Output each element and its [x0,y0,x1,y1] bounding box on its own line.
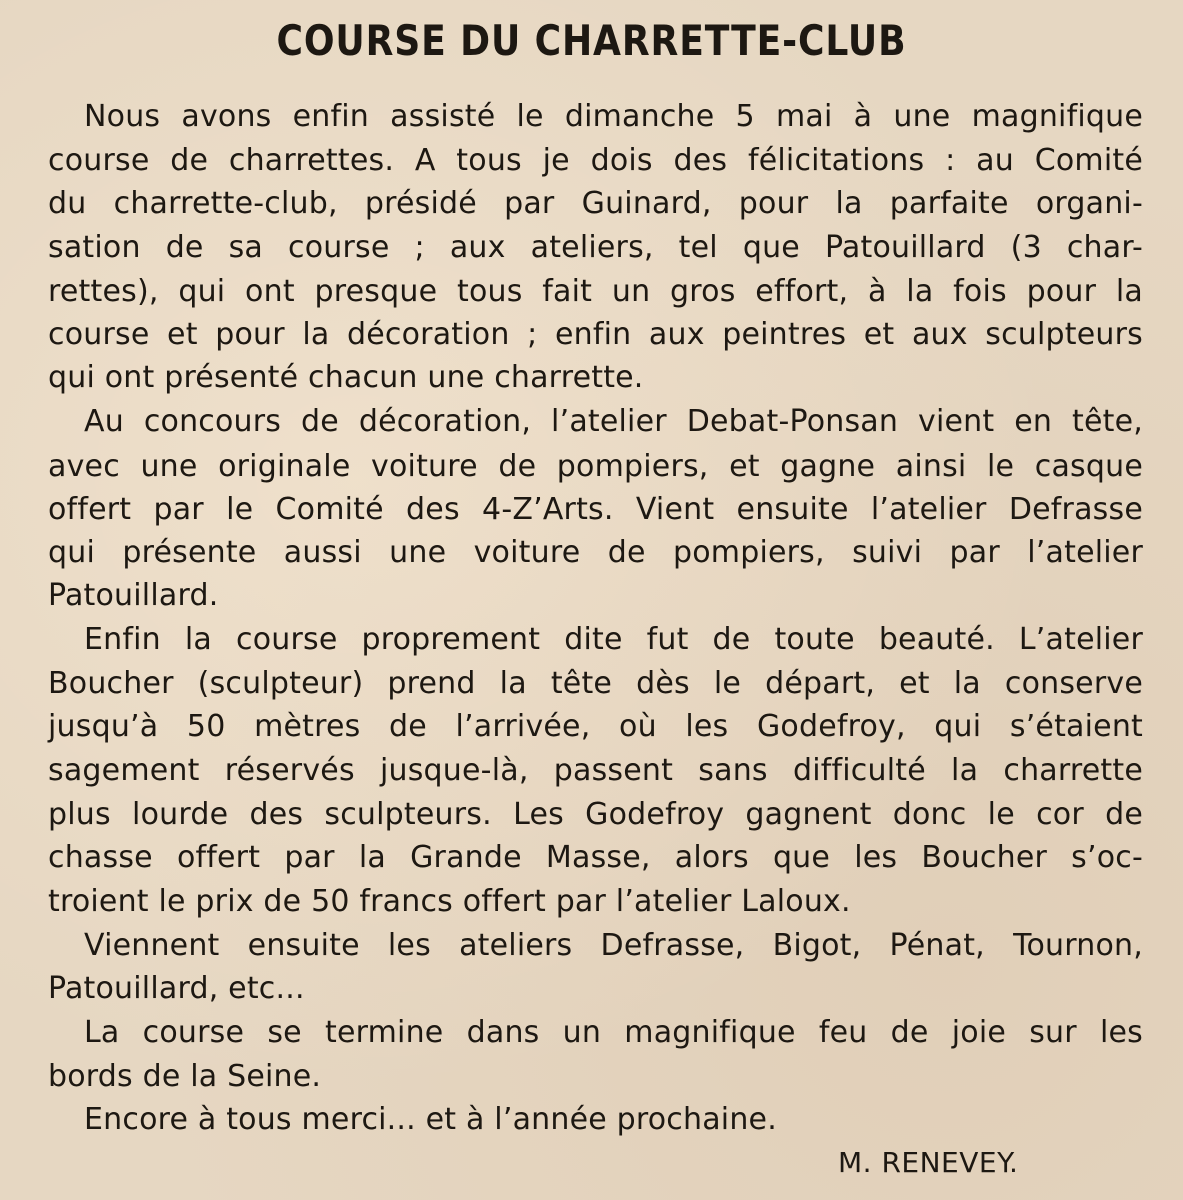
paragraph-2-line-5: Patouillard. [48,578,219,613]
paragraph-1-line-3: du charrette-club, présidé par Guinard, pour la parfaite organi- [48,186,1143,221]
paragraph-1-line-1: Nous avons enfin assisté le dimanche 5 mai à une magnifique [84,99,1143,134]
paragraph-1-line-7: qui ont présenté chacun une charrette. [48,360,644,395]
paragraph-3-line-6: chasse offert par la Grande Masse, alors que les Boucher s’oc- [48,840,1143,875]
paragraph-2-line-3: offert par le Comité des 4-Z’Arts. Vient ensuite l’atelier Defrasse [48,492,1143,527]
paragraph-2-line-4: qui présente aussi une voiture de pompiers, suivi par l’atelier [48,535,1143,570]
author-signature: M. RENEVEY. [838,1146,1019,1179]
paragraph-4-line-1: Viennent ensuite les ateliers Defrasse, Bigot, Pénat, Tournon, [84,928,1143,963]
paragraph-3-line-5: plus lourde des sculpteurs. Les Godefroy gagnent donc le cor de [48,797,1143,832]
paragraph-5-line-2: bords de la Seine. [48,1059,322,1094]
article-title: COURSE DU CHARRETTE-CLUB [276,16,907,65]
paragraph-3-line-3: jusqu’à 50 mètres de l’arrivée, où les Godefroy, qui s’étaient [48,709,1143,744]
paragraph-4-line-2: Patouillard, etc... [48,971,305,1006]
paragraph-1-line-2: course de charrettes. A tous je dois des félicitations : au Comité [48,143,1143,178]
paragraph-1-line-4: sation de sa course ; aux ateliers, tel que Patouillard (3 char- [48,230,1143,265]
paragraph-6-line-1: Encore à tous merci... et à l’année prochaine. [84,1102,777,1137]
paragraph-3-line-2: Boucher (sculpteur) prend la tête dès le départ, et la conserve [48,666,1143,701]
paragraph-1-line-5: rettes), qui ont presque tous fait un gros effort, à la fois pour la [48,274,1143,309]
paragraph-2-line-2: avec une originale voiture de pompiers, et gagne ainsi le casque [48,449,1143,484]
paragraph-2-line-1: Au concours de décoration, l’atelier Debat-Ponsan vient en tête, [84,404,1143,439]
paragraph-5-line-1: La course se termine dans un magnifique feu de joie sur les [84,1015,1143,1050]
paragraph-3-line-1: Enfin la course proprement dite fut de toute beauté. L’atelier [84,622,1143,657]
paragraph-1-line-6: course et pour la décoration ; enfin aux peintres et aux sculpteurs [48,317,1143,352]
paragraph-3-line-7: troient le prix de 50 francs offert par l’atelier Laloux. [48,884,851,919]
paragraph-3-line-4: sagement réservés jusque-là, passent sans difficulté la charrette [48,753,1143,788]
